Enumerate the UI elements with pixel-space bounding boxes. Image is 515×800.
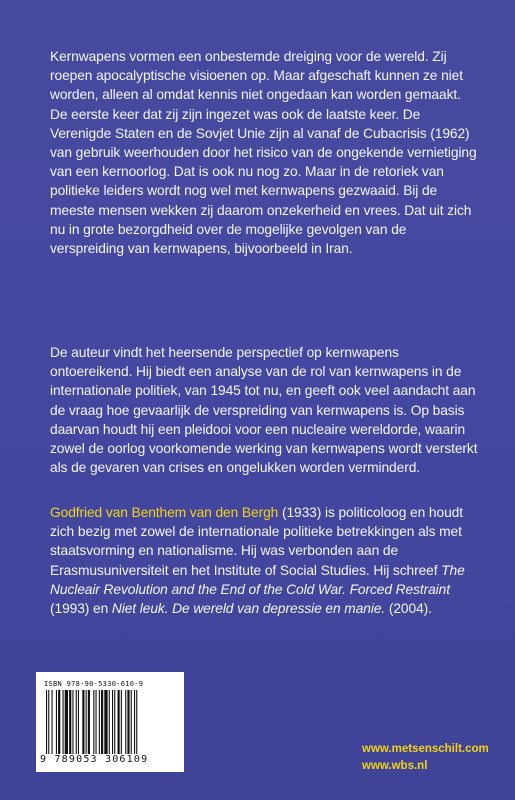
author-bio-text (50, 503, 480, 618)
author-bio (50, 503, 480, 618)
publisher-url-2: www.wbs.nl (362, 760, 428, 772)
barcode-icon (46, 690, 174, 756)
book-title-2: Niet leuk. De wereld van depressie en manie. (111, 601, 386, 617)
bio-text-c: (2004). (385, 601, 432, 617)
publisher-urls (362, 741, 489, 775)
isbn-label: ISBN 978-90-5330-610-9 (44, 680, 144, 688)
blurb-text-2: De auteur vindt het heersende perspectief op kernwapens ontoereikend. Hij biedt een analyse van de rol van kernwapens in de internationale politiek, van 1945 tot nu, en geeft ook veel aandacht aan de vraag hoe gevaarlijk de verspreiding van kernwapens is. Op basis daarvan houdt hij een pleidooi voor een nucleaire wereldorde, waarin zowel de oorlog voorkomende werking van kernwapens wordt versterkt als de gevaren van crises en ongelukken worden verminderd. (50, 345, 478, 476)
bio-text-b: (1993) en (50, 601, 112, 617)
book-title-1: The Nucleair Revolution and the End of the Cold War. Forced Restraint (50, 562, 465, 597)
blurb-paragraph-2 (50, 343, 480, 477)
publisher-url-1: www.metsenschilt.com (362, 743, 489, 755)
blurb-text-1: Kernwapens vormen een onbestemde dreiging voor de wereld. Zij roepen apocalyptische visioenen op. Maar afgeschaft kunnen ze niet worden, alleen al omdat kennis niet ongedaan kan worden gemaakt. De eerste keer dat zij zijn ingezet was ook de laatste keer. De Verenigde Staten en de Sovjet Unie zijn al vanaf de Cubacrisis (1962) van gebruik weerhouden door het risico van de ongekende vernietiging van een kernoorlog. Dat is ook nu nog zo. Maar in de retoriek van politieke leiders wordt nog wel met kernwapens gezwaaid. Bij de meeste mensen wekken zij daarom onzekerheid en vrees. Dat uit zich nu in grote bezorgdheid over de mogelijke gevolgen van de verspreiding van kernwapens, bijvoorbeeld in Iran. (50, 49, 477, 257)
blurb-paragraph-1 (50, 47, 480, 258)
barcode-panel (36, 672, 184, 772)
bio-text-a: (1933) is politicoloog en houdt zich bezig met zowel de internationale politieke betrekkingen als met staatsvorming en nationalisme. Hij was verbonden aan de Erasmusuniversiteit en het Institute of Social Studies. Hij schreef (50, 505, 463, 578)
barcode-digits: 9 789053 306109 (40, 754, 149, 765)
author-name: Godfried van Benthem van den Bergh (50, 505, 279, 520)
